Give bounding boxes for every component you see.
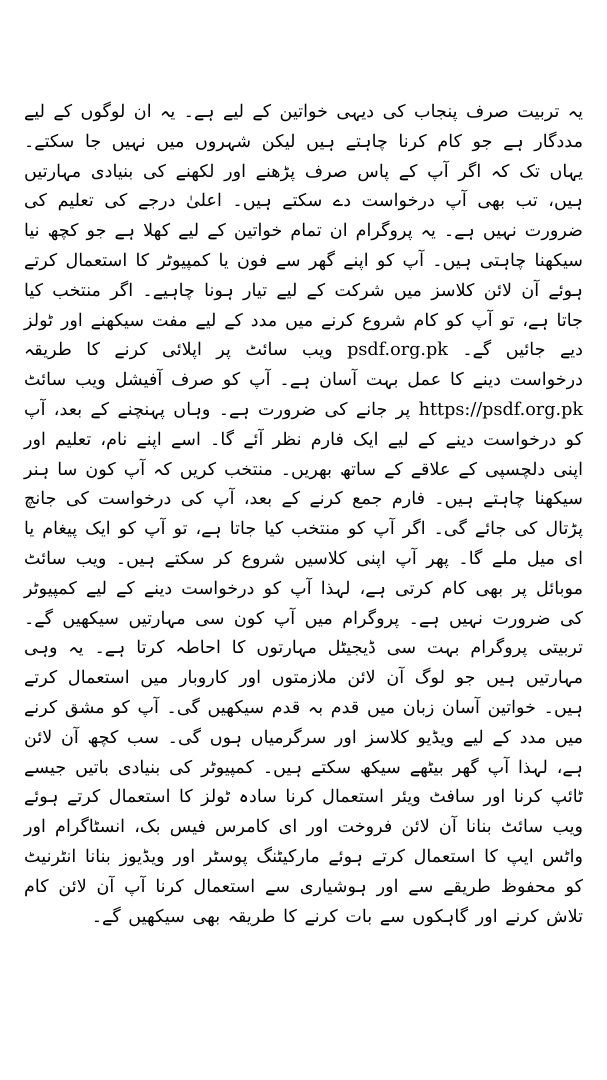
article-paragraph: یہ تربیت صرف پنجاب کی دیہی خواتین کے لیے ہے۔ یہ ان لوگوں کے لیے مددگار ہے جو کام کرنا چاہتے ہیں لیکن شہروں میں نہیں جا سکتے۔ یہاں تک کہ اگر آپ کے پاس صرف پڑھنے اور لکھنے کی بنیادی مہارتیں ہیں، تب بھی آپ درخواست دے سکتے ہیں۔ اعلیٰ درجے کی تعلیم کی ضرورت نہیں ہے۔ یہ پروگرام ان تمام خواتین کے لیے کھلا ہے جو کچھ نیا سیکھنا چاہتی ہیں۔ آپ کو اپنے گھر سے فون یا کمپیوٹر کا استعمال کرتے ہوئے آن لائن کلاسز میں شرکت کے لیے تیار ہونا چاہیے۔ اگر منتخب کیا جاتا ہے، تو آپ کو کام شروع کرنے میں مدد کے لیے مفت سیکھنے اور ٹولز دیے جائیں گے۔ psdf.org.pk ویب سائٹ پر اپلائی کرنے کا طریقہ درخواست دینے کا عمل بہت آسان ہے۔ آپ کو صرف آفیشل ویب سائٹ https://psdf.org.pk پر جانے کی ضرورت ہے۔ وہاں پہنچنے کے بعد، آپ کو درخواست دینے کے لیے ایک فارم نظر آئے گا۔ اسے اپنے نام، تعلیم اور اپنی دلچسپی کے علاقے کے ساتھ بھریں۔ منتخب کریں کہ آپ کون سا ہنر سیکھنا چاہتے ہیں۔ فارم جمع کرنے کے بعد، آپ کی درخواست کی جانچ پڑتال کی جائے گی۔ اگر آپ کو منتخب کیا جاتا ہے، تو آپ کو ایک پیغام یا ای میل ملے گا۔ پھر آپ اپنی کلاسیں شروع کر سکتے ہیں۔ ویب سائٹ موبائل پر بھی کام کرتی ہے، لہذا آپ کو درخواست دینے کے لیے کمپیوٹر کی ضرورت نہیں ہے۔ پروگرام میں آپ کون سی مہارتیں سیکھیں گے۔ تربیتی پروگرام بہت سی ڈیجیٹل مہارتوں کا احاطہ کرتا ہے۔ یہ وہی مہارتیں ہیں جو لوگ آن لائن ملازمتوں اور کاروبار میں استعمال کرتے ہیں۔ خواتین آسان زبان میں قدم بہ قدم سیکھیں گی۔ آپ کو مشق کرنے میں مدد کے لیے ویڈیو کلاسز اور سرگرمیاں ہوں گی۔ سب کچھ آن لائن ہے، لہذا آپ گھر بیٹھے سیکھ سکتے ہیں۔ کمپیوٹر کی بنیادی باتیں جیسے ٹائپ کرنا اور سافٹ ویئر استعمال کرنا سادہ ٹولز کا استعمال کرتے ہوئے ویب سائٹ بنانا آن لائن فروخت اور ای کامرس فیس بک، انسٹاگرام اور واٹس ایپ کا استعمال کرتے ہوئے مارکیٹنگ پوسٹر اور ویڈیوز بنانا انٹرنیٹ کو محفوظ طریقے سے اور ہوشیاری سے استعمال کرنا آپ آن لائن کام تلاش کرنے اور گاہکوں سے بات کرنے کا طریقہ بھی سیکھیں گے۔ xyxy=(24,102,583,927)
